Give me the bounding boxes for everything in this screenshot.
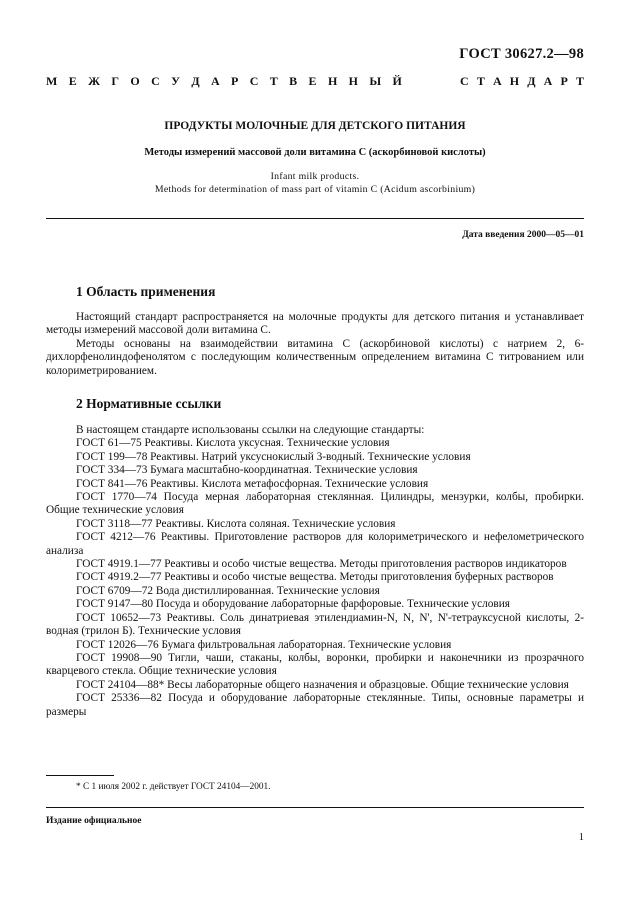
banner-letter: Т bbox=[575, 74, 584, 88]
date-of-introduction: Дата введения 2000—05—01 bbox=[462, 230, 584, 240]
banner-letter: Е bbox=[308, 74, 317, 88]
edition-label: Издание официальное bbox=[46, 816, 142, 826]
reference-item: ГОСТ 334—73 Бумага масштабно-координатная. Технические условия bbox=[76, 464, 418, 477]
banner-letter: Д bbox=[527, 74, 536, 88]
banner-letter: Г bbox=[111, 74, 119, 88]
banner-letter: М bbox=[46, 74, 58, 88]
banner-letter: Ы bbox=[369, 74, 382, 88]
reference-item: ГОСТ 841—76 Реактивы. Кислота метафосфорная. Технические условия bbox=[76, 477, 429, 490]
section-2-heading: 2 Нормативные ссылки bbox=[76, 396, 222, 411]
reference-item: ГОСТ 4919.2—77 Реактивы и особо чистые вещества. Методы приготовления буферных растворов bbox=[76, 571, 554, 584]
document-subtitle: Методы измерений массовой доли витамина С (аскорбиновой кислоты) bbox=[144, 147, 486, 158]
banner-letter: У bbox=[171, 74, 180, 88]
banner-letter: Т bbox=[476, 74, 485, 88]
reference-item: ГОСТ 12026—76 Бумага фильтровальная лабораторная. Технические условия bbox=[76, 638, 452, 651]
reference-item: ГОСТ 24104—88* Весы лабораторные общего назначения и образцовые. Общие технические условия bbox=[76, 678, 569, 691]
footer-divider bbox=[46, 807, 584, 808]
banner-letter: Н bbox=[327, 74, 338, 88]
english-title-line-2: Methods for determination of mass part of vitamin C (Acidum ascorbinium) bbox=[154, 184, 476, 195]
normative-references-list bbox=[46, 424, 584, 719]
reference-item: ГОСТ 3118—77 Реактивы. Кислота соляная. Технические условия bbox=[76, 517, 396, 530]
reference-item: ГОСТ 1770—74 Посуда мерная лабораторная стеклянная. Цилиндры, мензурки, колбы, пробирки. Общие технические условия bbox=[46, 491, 584, 517]
banner-letter: Н bbox=[509, 74, 520, 88]
section-1-heading: 1 Область применения bbox=[76, 284, 216, 299]
banner-word-interstate bbox=[46, 74, 402, 89]
standard-banner bbox=[46, 74, 584, 89]
reference-item: ГОСТ 4212—76 Реактивы. Приготовление растворов для колориметрического и нефелометрического анализа bbox=[46, 531, 584, 557]
section-1-body bbox=[46, 311, 584, 378]
reference-item: ГОСТ 4919.1—77 Реактивы и особо чистые вещества. Методы приготовления растворов индикаторов bbox=[76, 558, 567, 571]
banner-letter: В bbox=[289, 74, 298, 88]
reference-item: ГОСТ 10652—73 Реактивы. Соль динатриевая этилендиамин-N, N, N', N'-тетрауксусной кислоты, 2-водная (трилон Б). Технические условия bbox=[46, 611, 584, 638]
banner-letter: О bbox=[130, 74, 140, 88]
reference-item: ГОСТ 199—78 Реактивы. Натрий уксуснокислый 3-водный. Технические условия bbox=[76, 450, 471, 463]
references-intro: В настоящем стандарте использованы ссылки на следующие стандарты: bbox=[76, 424, 425, 436]
reference-item: ГОСТ 6709—72 Вода дистиллированная. Технические условия bbox=[76, 584, 380, 597]
banner-letter: Р bbox=[231, 74, 239, 88]
reference-item: ГОСТ 25336—82 Посуда и оборудование лабораторные стеклянные. Типы, основные параметры и размеры bbox=[46, 692, 584, 718]
banner-letter: Т bbox=[269, 74, 278, 88]
banner-letter: Е bbox=[68, 74, 77, 88]
english-title-line-1: Infant milk products. bbox=[270, 171, 360, 182]
banner-letter: С bbox=[249, 74, 259, 88]
banner-letter: А bbox=[543, 74, 553, 88]
document-title: ПРОДУКТЫ МОЛОЧНЫЕ ДЛЯ ДЕТСКОГО ПИТАНИЯ bbox=[164, 120, 466, 132]
footnote-divider bbox=[46, 775, 114, 776]
banner-word-standard bbox=[460, 74, 584, 89]
reference-item: ГОСТ 19908—90 Тигли, чаши, стаканы, колбы, воронки, пробирки и наконечники из прозрачного кварцевого стекла. Общие технические условия bbox=[46, 651, 584, 678]
banner-letter: Й bbox=[392, 74, 402, 88]
page-number: 1 bbox=[578, 832, 584, 843]
banner-letter: С bbox=[151, 74, 160, 88]
footnote: * С 1 июля 2002 г. действует ГОСТ 24104—2001. bbox=[76, 782, 271, 792]
banner-letter: А bbox=[492, 74, 502, 88]
section-1-paragraph-2: Методы основаны на взаимодействии витамина С (аскорбиновой кислоты) с натрием 2, 6-дихлорфенолиндофенолятом с последующим количественным определением витамина С титрованием или колориметрированием. bbox=[46, 337, 584, 377]
reference-item: ГОСТ 61—75 Реактивы. Кислота уксусная. Технические условия bbox=[76, 437, 390, 450]
header-divider bbox=[46, 218, 584, 219]
banner-letter: Д bbox=[191, 74, 200, 88]
banner-letter: А bbox=[210, 74, 220, 88]
section-1-paragraph-1: Настоящий стандарт распространяется на молочные продукты для детского питания и устанавливает методы измерений массовой доли витамина С. bbox=[46, 311, 584, 337]
banner-letter: Ж bbox=[88, 74, 100, 88]
reference-item: ГОСТ 9147—80 Посуда и оборудование лабораторные фарфоровые. Технические условия bbox=[76, 598, 510, 611]
english-title bbox=[46, 170, 584, 196]
banner-letter: С bbox=[460, 74, 469, 88]
gost-number: ГОСТ 30627.2—98 bbox=[459, 46, 584, 62]
banner-letter: Н bbox=[348, 74, 358, 88]
banner-letter: Р bbox=[560, 74, 568, 88]
